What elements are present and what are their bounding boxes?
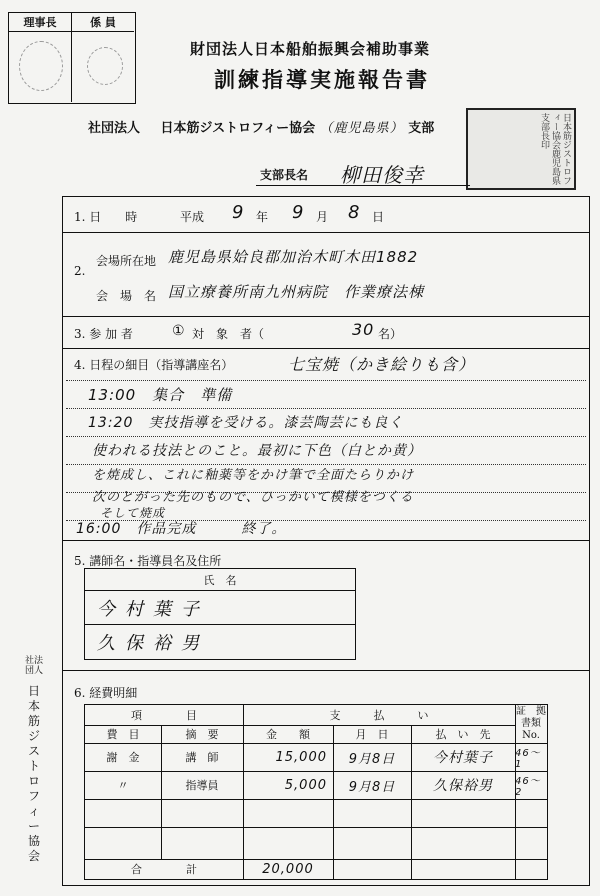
target-label: 対 象 者（ (192, 327, 265, 341)
count-unit: 名） (378, 327, 403, 341)
branch-seal-stamp (466, 108, 576, 190)
year-unit: 年 (256, 210, 269, 224)
branch-handwritten: （鹿児島県） (319, 121, 404, 136)
section3-label: 3. 参 加 者 (74, 327, 133, 341)
org-name-line (88, 117, 434, 136)
schedule-line-7: 16:00 作品完成 終了。 (76, 521, 287, 537)
venue-label: 会 場 名 (96, 289, 157, 303)
side-label-top: 社法団人 (24, 656, 43, 676)
day-unit: 日 (372, 210, 385, 224)
row1-amount: 15,000 (275, 749, 327, 765)
row2-date: 9月8日 (348, 779, 396, 795)
total-amount: 20,000 (262, 861, 314, 877)
address-value: 鹿児島県姶良郡加治木町木田1882 (168, 248, 419, 266)
participant-count: 30 (352, 320, 375, 339)
approval-col2-label: 係 員 (90, 16, 116, 29)
instructor-col-header: 氏 名 (85, 569, 355, 591)
schedule-line-2: 13:20 実技指導を受ける。漆芸陶芸にも良く (88, 415, 404, 431)
section1-label: 1. 日 時 (74, 210, 138, 224)
header-payment: 支 払 い (329, 709, 429, 722)
section2-number: 2. (74, 264, 86, 278)
side-label-main: 日本筋ジストロフィー協会 (27, 684, 40, 863)
instructor-name-2: 久保裕男 (97, 633, 209, 654)
row1-expense: 謝 金 (106, 751, 140, 764)
instructor-table (84, 568, 356, 660)
section6-label: 6. 経費明細 (74, 686, 138, 700)
row2-summary: 指導員 (185, 779, 219, 792)
address-label: 会場所在地 (96, 254, 157, 268)
row2-amount: 5,000 (284, 777, 327, 793)
header-evidence: 証 拠書類No. (516, 706, 546, 741)
row1-summary: 講 師 (185, 751, 219, 764)
header-date: 月 日 (355, 728, 389, 741)
row2-payee: 久保裕男 (433, 778, 493, 794)
schedule-line-3: 使われる技法とのこと。最初に下色（白とか黄） (92, 443, 422, 459)
row1-date: 9月8日 (348, 751, 396, 767)
header-expense: 費 目 (106, 728, 140, 741)
expense-table (84, 704, 548, 880)
row2-expense: 〃 (117, 779, 129, 792)
approval-col1-label: 理事長 (23, 16, 57, 29)
era-label: 平成 (180, 210, 205, 224)
section5-label: 5. 講師名・指導員名及住所 (74, 554, 222, 568)
org-subtitle: 財団法人日本船舶振興会補助事業 (190, 40, 431, 58)
day-value: 8 (348, 202, 361, 223)
total-label: 合 計 (131, 863, 197, 876)
branch-suffix: 支部 (408, 121, 435, 136)
schedule-line-1: 13:00 集合 準備 (88, 386, 233, 404)
org-main: 日本筋ジストロフィー協会 (160, 121, 316, 136)
month-value: 9 (292, 202, 305, 223)
schedule-line-4: を焼成し、これに釉薬等をかけ筆で全面たらりかけ (92, 468, 415, 483)
staff-seal-stamp (87, 47, 123, 85)
row2-evidence: 46～2 (515, 776, 541, 798)
chairman-seal-stamp (19, 41, 63, 91)
org-prefix: 社団法人 (88, 121, 141, 136)
header-item: 項 目 (131, 709, 197, 722)
row1-evidence: 46～1 (515, 748, 541, 770)
header-summary: 摘 要 (185, 728, 219, 741)
year-value: 9 (232, 202, 245, 223)
seal-text: 日本筋ジストロフィー協会鹿児島県支部長印 (539, 113, 571, 185)
course-name: 七宝焼（かき絵りも含） (288, 355, 476, 374)
participant-circle: ① (172, 323, 185, 339)
venue-value: 国立療養所南九州病院 作業療法棟 (168, 283, 425, 301)
section4-label: 4. 日程の細目（指導講座名） (74, 358, 234, 372)
row1-payee: 今村葉子 (433, 750, 493, 766)
header-amount: 金 額 (266, 728, 310, 741)
schedule-line-5: 次のとがった先のもので、ひっかいて模様をつくる (92, 490, 414, 505)
branch-head-value: 柳田俊幸 (340, 163, 424, 187)
instructor-name-1: 今村葉子 (85, 591, 355, 625)
approval-box (8, 12, 136, 104)
branch-head-label: 支部長名 (260, 168, 309, 182)
schedule-line-6: そして焼成 (100, 506, 166, 520)
page-title: 訓練指導実施報告書 (214, 67, 430, 92)
month-unit: 月 (316, 210, 329, 224)
header-payee: 払 い 先 (435, 728, 491, 741)
